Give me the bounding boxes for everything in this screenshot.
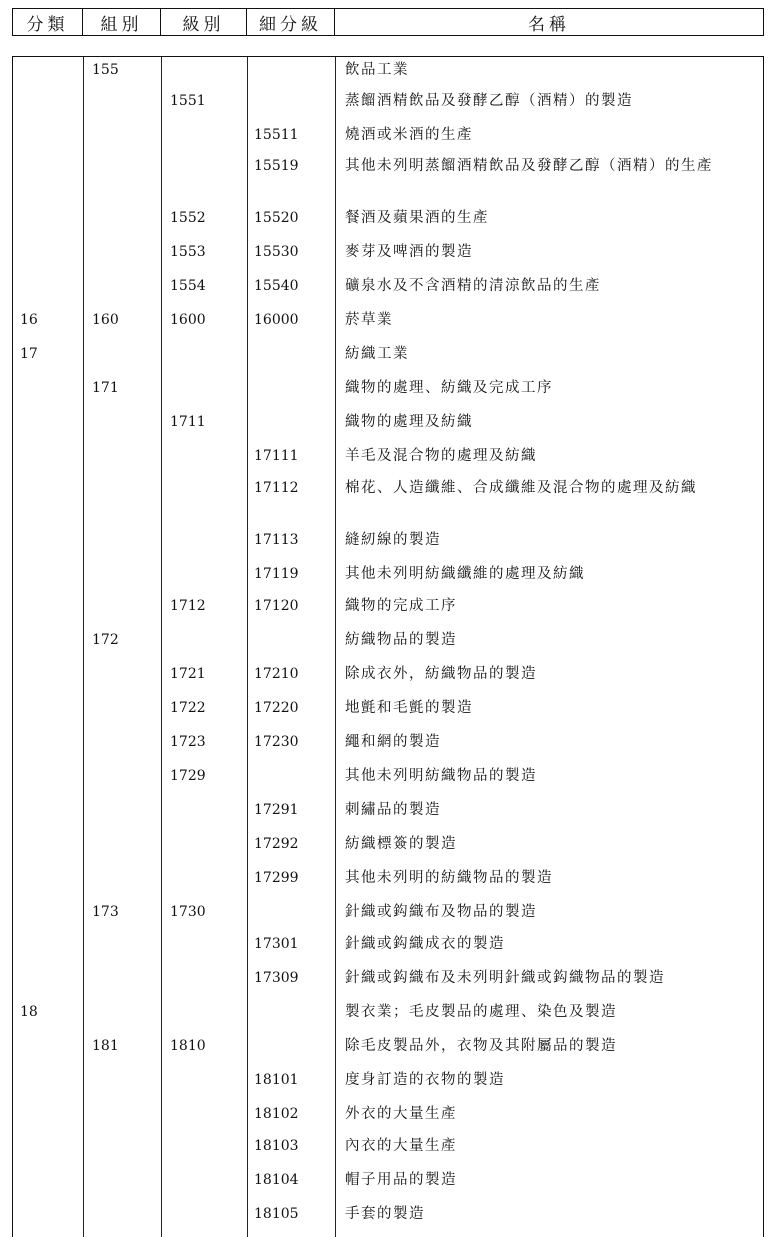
subclass-code: 15540	[254, 278, 299, 294]
column-divider	[335, 57, 336, 1237]
subclass-code: 17291	[254, 802, 299, 818]
classification-table	[12, 56, 764, 1237]
industry-name: 除毛皮製品外，衣物及其附屬品的製造	[345, 1038, 617, 1054]
subclass-code: 16000	[254, 312, 299, 328]
class-code: 1600	[170, 312, 206, 328]
industry-name: 製衣業；毛皮製品的處理、染色及製造	[345, 1004, 617, 1020]
subclass-code: 17301	[254, 936, 299, 952]
class-code: 1721	[170, 666, 206, 682]
header-class: 級別	[161, 9, 247, 35]
industry-name: 針織或鈎織成衣的製造	[345, 936, 505, 952]
header-division: 分類	[13, 9, 83, 35]
class-code: 1729	[170, 768, 206, 784]
class-code: 1810	[170, 1038, 206, 1054]
class-code: 1711	[170, 414, 206, 430]
industry-name: 針織或鈎織布及未列明針織或鈎織物品的製造	[345, 970, 665, 986]
header-name: 名稱	[528, 14, 570, 35]
class-code: 1723	[170, 734, 206, 750]
group-code: 155	[92, 62, 119, 78]
industry-name: 除成衣外，紡織物品的製造	[345, 666, 537, 682]
subclass-code: 18105	[254, 1206, 299, 1222]
subclass-code: 15530	[254, 244, 299, 260]
group-code: 173	[92, 904, 119, 920]
subclass-code: 17113	[254, 532, 299, 548]
subclass-code: 15520	[254, 210, 299, 226]
industry-name: 紡織物品的製造	[345, 632, 457, 648]
industry-name: 刺繡品的製造	[345, 802, 441, 818]
class-code: 1712	[170, 598, 206, 614]
industry-name: 紡織工業	[345, 346, 409, 362]
division-code: 17	[20, 346, 38, 362]
industry-name: 縫紉線的製造	[345, 532, 441, 548]
subclass-code: 17120	[254, 598, 299, 614]
subclass-code: 15511	[254, 127, 299, 143]
industry-name: 織物的處理及紡織	[345, 414, 473, 430]
industry-name: 羊毛及混合物的處理及紡織	[345, 448, 537, 464]
industry-name: 其他未列明蒸餾酒精飲品及發酵乙醇（酒精）的生產	[345, 158, 713, 174]
subclass-code: 18103	[254, 1138, 299, 1154]
industry-name: 紡織標簽的製造	[345, 836, 457, 852]
group-code: 171	[92, 380, 119, 396]
subclass-code: 15519	[254, 158, 299, 174]
subclass-code: 17299	[254, 870, 299, 886]
class-code: 1553	[170, 244, 206, 260]
subclass-code: 17119	[254, 566, 299, 582]
subclass-code: 17210	[254, 666, 299, 682]
industry-name: 地氈和毛氈的製造	[345, 700, 473, 716]
group-code: 172	[92, 632, 119, 648]
industry-name: 織物的完成工序	[345, 598, 457, 614]
class-code: 1551	[170, 93, 206, 109]
subclass-code: 18101	[254, 1072, 299, 1088]
industry-name: 度身訂造的衣物的製造	[345, 1072, 505, 1088]
column-divider	[247, 57, 248, 1237]
class-code: 1554	[170, 278, 206, 294]
industry-name: 繩和網的製造	[345, 734, 441, 750]
industry-name: 蒸餾酒精飲品及發酵乙醇（酒精）的製造	[345, 93, 633, 109]
industry-name: 針織或鈎織布及物品的製造	[345, 904, 537, 920]
industry-name: 飲品工業	[345, 62, 409, 78]
table-header	[12, 8, 764, 36]
division-code: 18	[20, 1004, 38, 1020]
subclass-code: 17309	[254, 970, 299, 986]
industry-name: 麥芽及啤酒的製造	[345, 244, 473, 260]
subclass-code: 18104	[254, 1172, 299, 1188]
industry-name: 手套的製造	[345, 1206, 425, 1222]
class-code: 1722	[170, 700, 206, 716]
header-group: 組別	[83, 9, 161, 35]
class-code: 1552	[170, 210, 206, 226]
industry-name: 其他未列明的紡織物品的製造	[345, 870, 553, 886]
industry-name: 餐酒及蘋果酒的生產	[345, 210, 489, 226]
header-subclass: 細分級	[247, 9, 335, 35]
column-divider	[83, 57, 84, 1237]
subclass-code: 17111	[254, 448, 299, 464]
industry-name: 其他未列明紡織纖維的處理及紡織	[345, 566, 585, 582]
class-code: 1730	[170, 904, 206, 920]
industry-name: 帽子用品的製造	[345, 1172, 457, 1188]
industry-name: 棉花、人造纖維、合成纖維及混合物的處理及紡織	[345, 480, 697, 496]
industry-name: 外衣的大量生產	[345, 1106, 457, 1122]
industry-name: 其他未列明紡織物品的製造	[345, 768, 537, 784]
division-code: 16	[20, 312, 38, 328]
subclass-code: 17230	[254, 734, 299, 750]
group-code: 181	[92, 1038, 119, 1054]
group-code: 160	[92, 312, 119, 328]
industry-name: 內衣的大量生產	[345, 1138, 457, 1154]
industry-name: 織物的處理、紡織及完成工序	[345, 380, 553, 396]
subclass-code: 17112	[254, 480, 299, 496]
industry-name: 燒酒或米酒的生產	[345, 127, 473, 143]
column-divider	[161, 57, 162, 1237]
subclass-code: 17292	[254, 836, 299, 852]
subclass-code: 18102	[254, 1106, 299, 1122]
industry-name: 礦泉水及不含酒精的清涼飲品的生產	[345, 278, 601, 294]
industry-name: 菸草業	[345, 312, 393, 328]
subclass-code: 17220	[254, 700, 299, 716]
